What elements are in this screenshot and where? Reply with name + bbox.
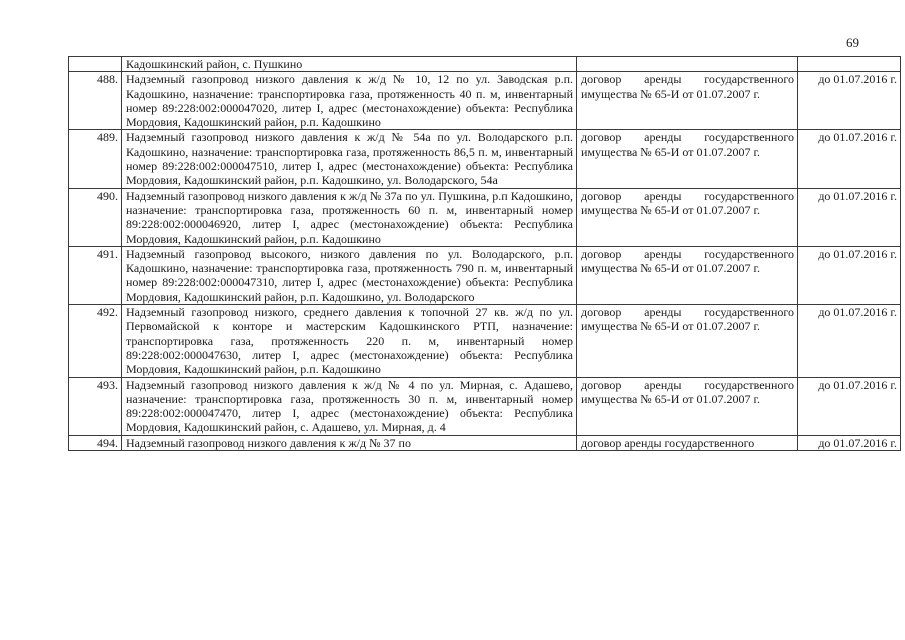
term-cell: до 01.07.2016 г. [798,72,901,130]
term-cell [798,57,901,72]
basis-document-cell: договор аренды государственного имущества № 65-И от 01.07.2007 г. [577,305,798,377]
basis-document-cell: договор аренды государственного имущества № 65-И от 01.07.2007 г. [577,246,798,304]
basis-document-cell: договор аренды государственного имущества № 65-И от 01.07.2007 г. [577,130,798,188]
term-cell: до 01.07.2016 г. [798,246,901,304]
term-cell: до 01.07.2016 г. [798,188,901,246]
table-row [69,188,901,246]
basis-document-cell: договор аренды государственного имущества № 65-И от 01.07.2007 г. [577,188,798,246]
table-row [69,305,901,377]
table-row [69,130,901,188]
term-cell: до 01.07.2016 г. [798,130,901,188]
row-number-cell: 491. [69,246,122,304]
object-description-cell: Надземный газопровод низкого давления к ж/д № 37 по [122,435,577,450]
row-number-cell: 493. [69,377,122,435]
object-description-cell: Надземный газопровод низкого давления к ж/д № 10, 12 по ул. Заводская р.п. Кадошкино, назначение: транспортировка газа, протяженность 40 п. м, инвентарный номер 89:228:002:000047020, литер I, адрес (местонахождение) объекта: Республика Мордовия, Кадошкинский район, р.п. Кадошкино [122,72,577,130]
row-number-cell: 490. [69,188,122,246]
basis-document-cell: договор аренды государственного [577,435,798,450]
object-description-cell: Надземный газопровод низкого, среднего давления к топочной 27 кв. ж/д по ул. Первомайской к конторе и мастерским Кадошкинского РТП, назначение: транспортировка газа, протяженность 220 п. м, инвентарный номер 89:228:002:000047630, литер I, адрес (местонахождение) объекта: Республика Мордовия, Кадошкинский район, р.п. Кадошкино [122,305,577,377]
page-bottom-margin [0,589,905,640]
row-number-cell: 492. [69,305,122,377]
table-row [69,435,901,450]
object-description-cell: Надземный газопровод низкого давления к ж/д № 4 по ул. Мирная, с. Адашево, назначение: транспортировка газа, протяженность 30 п. м, инвентарный номер 89:228:002:000047470, литер I, адрес (местонахождение) объекта: Республика Мордовия, Кадошкинский район, с. Адашево, ул. Мирная, д. 4 [122,377,577,435]
basis-document-cell: договор аренды государственного имущества № 65-И от 01.07.2007 г. [577,377,798,435]
table-row-continuation [69,57,901,72]
basis-document-cell: договор аренды государственного имущества № 65-И от 01.07.2007 г. [577,72,798,130]
table-row [69,246,901,304]
object-description-cell: Надземный газопровод низкого давления к ж/д № 54а по ул. Володарского р.п. Кадошкино, назначение: транспортировка газа, протяженность 86,5 п. м, инвентарный номер 89:228:002:000047510, литер I, адрес (местонахождение) объекта: Республика Мордовия, Кадошкинский район, р.п. Кадошкино, ул. Володарского, 54а [122,130,577,188]
object-description-cell: Надземный газопровод низкого давления к ж/д № 37а по ул. Пушкина, р.п Кадошкино, назначение: транспортировка газа, протяженность 60 п. м, инвентарный номер 89:228:002:000046920, литер I, адрес (местонахождение) объекта: Республика Мордовия, Кадошкинский район, р.п. Кадошкино [122,188,577,246]
row-number-cell: 494. [69,435,122,450]
row-number-cell: 489. [69,130,122,188]
term-cell: до 01.07.2016 г. [798,305,901,377]
table-row [69,72,901,130]
page-number: 69 [846,35,859,50]
object-description-cell: Надземный газопровод высокого, низкого давления по ул. Володарского, р.п. Кадошкино, назначение: транспортировка газа, протяженность 790 п. м, инвентарный номер 89:228:002:000047310, литер I, адрес (местонахождение) объекта: Республика Мордовия, Кадошкинский район, р.п. Кадошкино, ул. Володарского [122,246,577,304]
term-cell: до 01.07.2016 г. [798,377,901,435]
term-cell: до 01.07.2016 г. [798,435,901,450]
basis-document-cell [577,57,798,72]
property-table [68,56,901,451]
row-number-cell [69,57,122,72]
table-row [69,377,901,435]
row-number-cell: 488. [69,72,122,130]
object-description-cell: Кадошкинский район, с. Пушкино [122,57,577,72]
